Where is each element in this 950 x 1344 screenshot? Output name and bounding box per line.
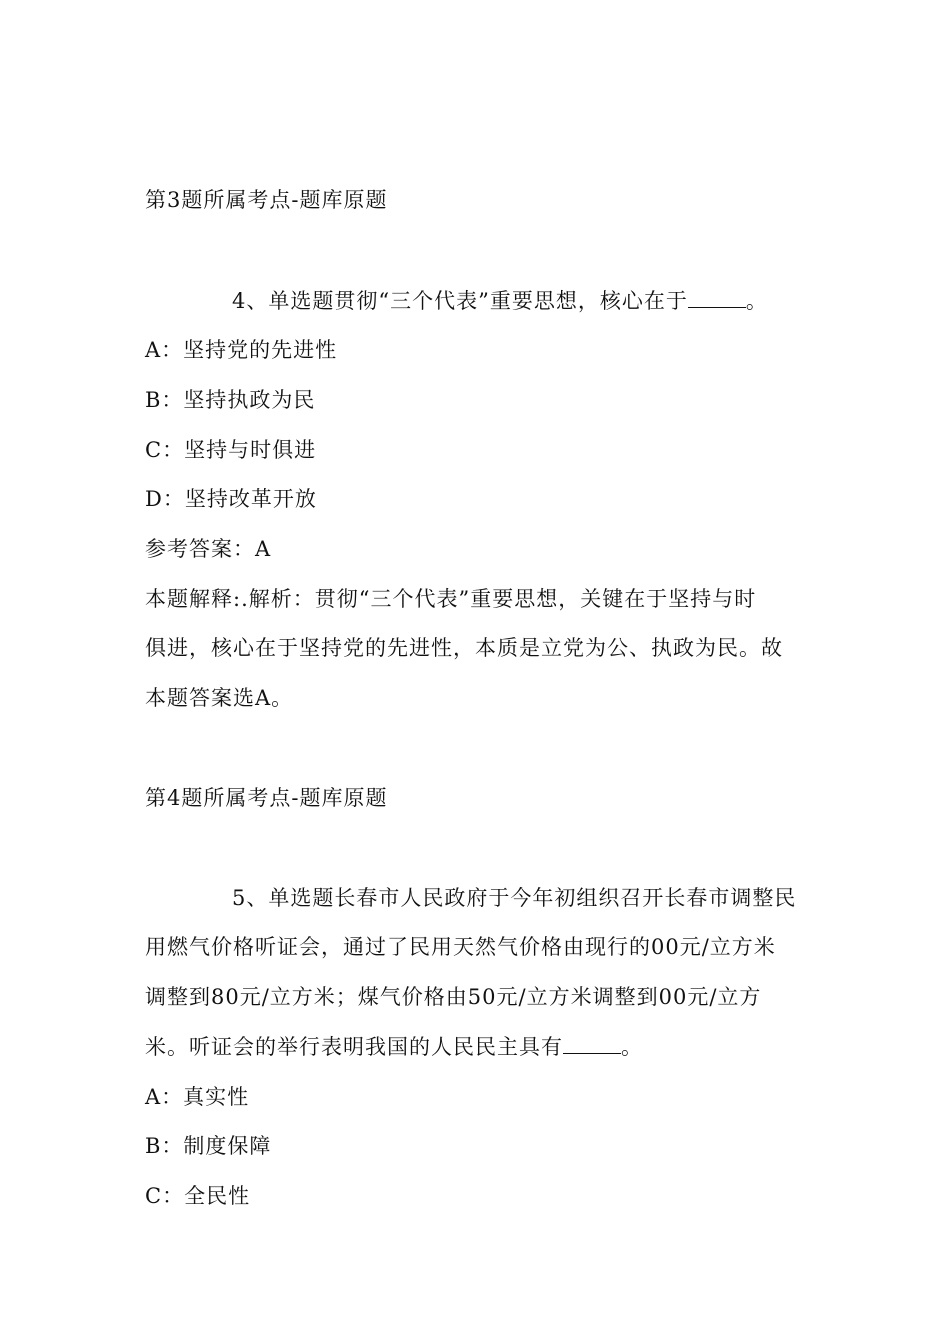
question-4-stem: [232, 287, 810, 315]
question-5-option-a: A：真实性: [145, 1085, 250, 1109]
question-4-explanation-line: 本题解释:.解析：贯彻“三个代表”重要思想，关键在于坚持与时: [145, 587, 757, 611]
question-5-stem-line: 用燃气价格听证会，通过了民用天然气价格由现行的00元/立方米: [145, 935, 776, 959]
question-4-topic-label: 第4题所属考点-题库原题: [145, 786, 388, 810]
question-5-option-c: C：全民性: [145, 1184, 251, 1208]
question-4-option-d: D：坚持改革开放: [145, 487, 317, 511]
question-5-option-b: B：制度保障: [145, 1134, 272, 1158]
question-5-stem-line: 5、单选题长春市人民政府于今年初组织召开长春市调整民: [232, 886, 797, 910]
answer-blank: [688, 289, 746, 308]
question-4-explanation-line: 俱进，核心在于坚持党的先进性，本质是立党为公、执政为民。故: [145, 636, 783, 660]
section-topic-label: 第3题所属考点-题库原题: [145, 188, 388, 212]
question-5-stem-last-line: [145, 1033, 810, 1061]
question-4-option-a: A：坚持党的先进性: [145, 338, 338, 362]
question-4-answer: 参考答案：A: [145, 537, 272, 561]
question-4-option-b: B：坚持执政为民: [145, 388, 316, 412]
question-4-stem-end: 。: [745, 289, 768, 313]
answer-blank: [563, 1035, 621, 1054]
question-5-stem-text: 米。听证会的举行表明我国的人民民主具有: [145, 1035, 563, 1059]
question-4-option-c: C：坚持与时俱进: [145, 438, 317, 462]
question-5-stem-line: 调整到80元/立方米；煤气价格由50元/立方米调整到00元/立方: [145, 985, 762, 1009]
question-4-explanation-line: 本题答案选A。: [145, 686, 294, 710]
question-5-stem-end: 。: [621, 1035, 643, 1059]
question-4-stem-text: 4、单选题贯彻“三个代表”重要思想，核心在于: [232, 289, 688, 313]
